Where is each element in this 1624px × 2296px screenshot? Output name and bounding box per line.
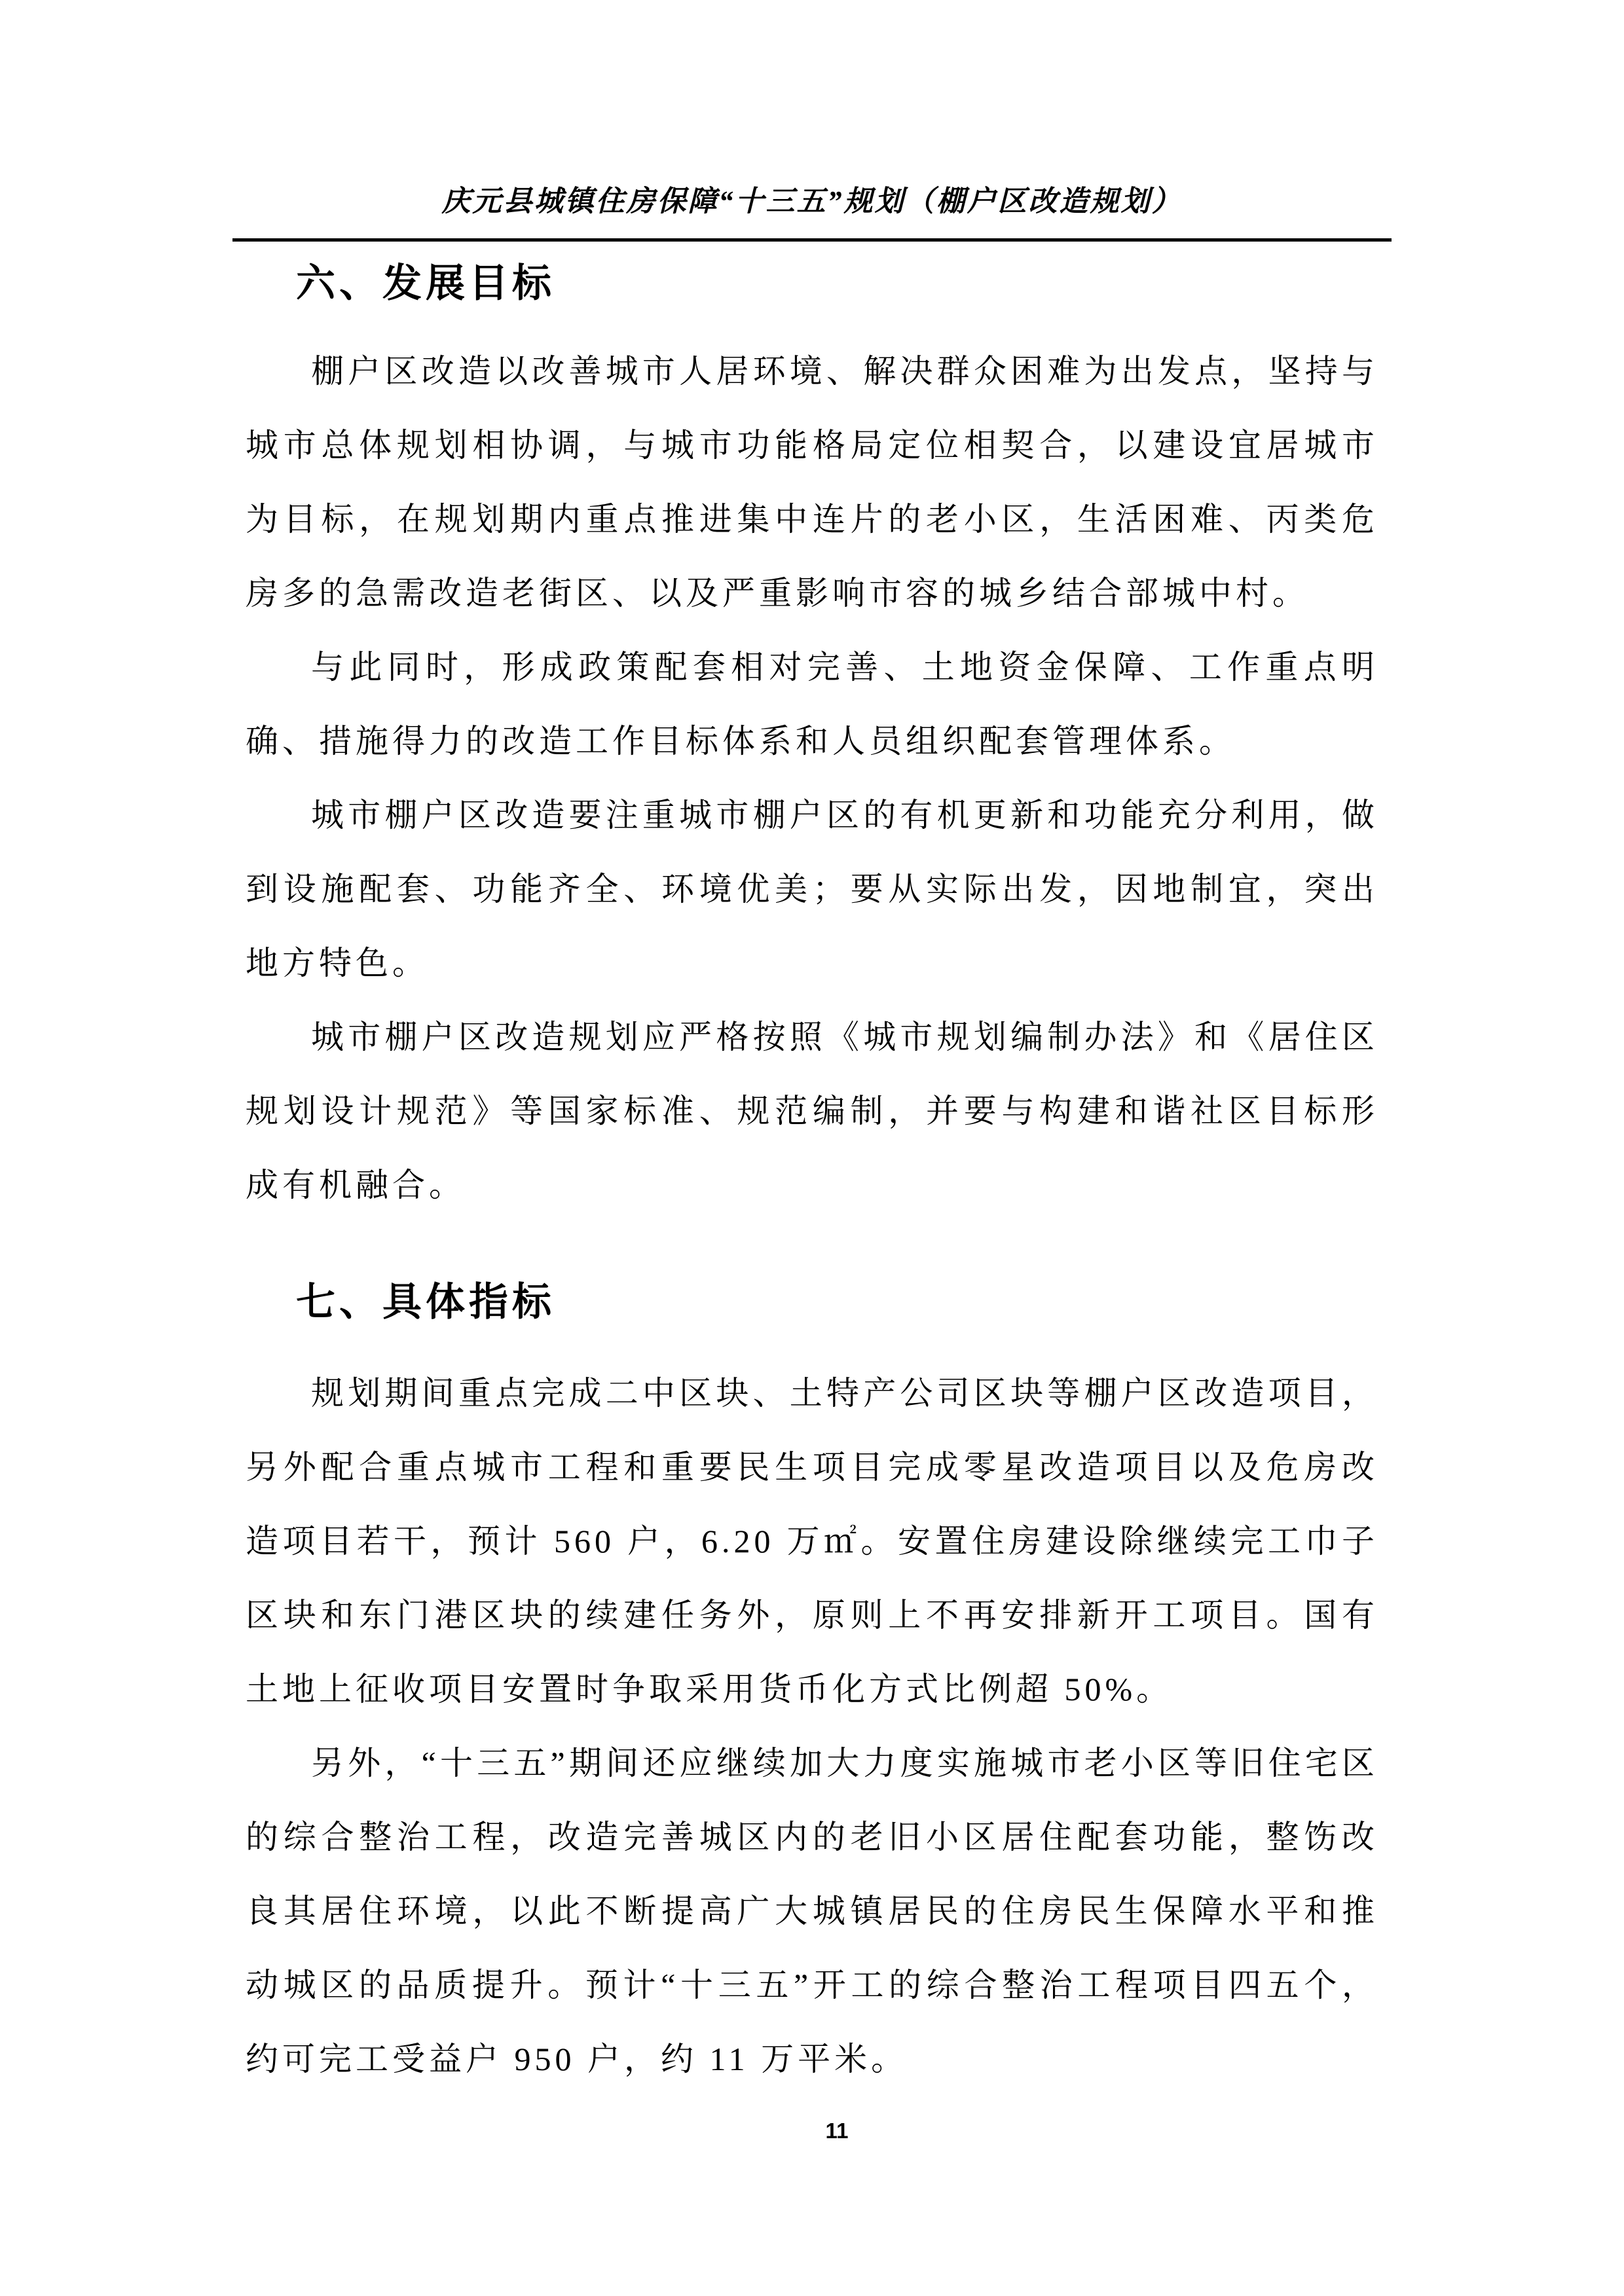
paragraph: 与此同时，形成政策配套相对完善、土地资金保障、工作重点明确、措施得力的改造工作目标体系和人员组织配套管理体系。 (246, 649, 1378, 759)
page-header: 庆元县城镇住房保障“十三五”规划（棚户区改造规划） (441, 185, 1183, 217)
page-number: 11 (825, 2119, 849, 2143)
header-divider (232, 238, 1392, 242)
paragraph: 棚户区改造以改善城市人居环境、解决群众困难为出发点，坚持与城市总体规划相协调，与城市功能格局定位相契合，以建设宜居城市为目标，在规划期内重点推进集中连片的老小区，生活困难、丙类危房多的急需改造老街区、以及严重影响市容的城乡结合部城中村。 (246, 353, 1378, 611)
section-heading-specific-indicators: 七、具体指标 (296, 1280, 555, 1324)
paragraph: 城市棚户区改造规划应严格按照《城市规划编制办法》和《居住区规划设计规范》等国家标准、规范编制，并要与构建和谐社区目标形成有机融合。 (246, 1019, 1378, 1203)
paragraph: 城市棚户区改造要注重城市棚户区的有机更新和功能充分利用，做到设施配套、功能齐全、环境优美；要从实际出发，因地制宜，突出地方特色。 (246, 797, 1378, 981)
paragraph: 规划期间重点完成二中区块、土特产公司区块等棚户区改造项目，另外配合重点城市工程和重要民生项目完成零星改造项目以及危房改造项目若干，预计 560 户，6.20 万㎡。安置住房建设除继续完工巾子区块和东门港区块的续建任务外，原则上不再安排新开工项目。国有土地上征收项目安置时争取采用货币化方式比例超 50%。 (246, 1375, 1378, 1707)
paragraph: 另外，“十三五”期间还应继续加大力度实施城市老小区等旧住宅区的综合整治工程，改造完善城区内的老旧小区居住配套功能，整饬改良其居住环境，以此不断提高广大城镇居民的住房民生保障水平和推动城区的品质提升。预计“十三五”开工的综合整治工程项目四五个，约可完工受益户 950 户，约 11 万平米。 (246, 1745, 1378, 2077)
section-heading-development-goals: 六、发展目标 (296, 261, 555, 305)
